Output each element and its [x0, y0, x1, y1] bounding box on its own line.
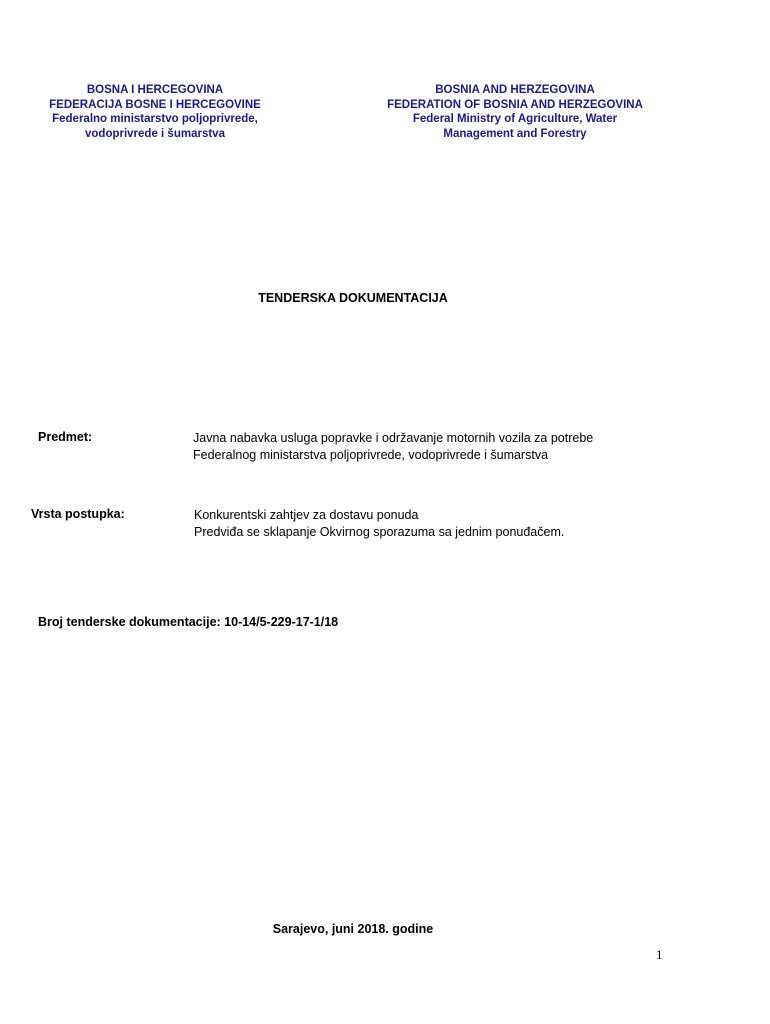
page-number: 1: [656, 947, 663, 962]
header-right-ministry-line1: Federal Ministry of Agriculture, Water: [412, 113, 618, 125]
header-left-ministry-line1: Federalno ministarstvo poljoprivrede,: [52, 113, 258, 125]
document-title: TENDERSKA DOKUMENTACIJA: [258, 291, 448, 305]
tender-number: Broj tenderske dokumentacije: 10-14/5-229-17-1/18: [38, 615, 339, 629]
header-left-country: BOSNA I HERCEGOVINA: [86, 84, 224, 96]
header-right-country: BOSNIA AND HERZEGOVINA: [435, 84, 595, 96]
header-right-ministry-line2: Management and Forestry: [443, 127, 587, 140]
subject-line-1: Javna nabavka usluga popravke i održavanje motornih vozila za potrebe: [193, 431, 594, 445]
procedure-label: Vrsta postupka:: [31, 507, 125, 521]
header-left-ministry-line2: vodoprivrede i šumarstva: [85, 127, 225, 140]
procedure-value: [194, 507, 564, 541]
procedure-line-1: Konkurentski zahtjev za dostavu ponuda: [194, 508, 419, 522]
header-left-block: [20, 83, 290, 141]
subject-label: Predmet:: [38, 430, 93, 444]
header-right-block: [360, 83, 670, 141]
place-date: Sarajevo, juni 2018. godine: [272, 922, 434, 936]
header-left-federation: FEDERACIJA BOSNE I HERCEGOVINE: [49, 98, 261, 111]
procedure-line-2: Predviđa se sklapanje Okvirnog sporazuma sa jednim ponuđačem.: [194, 525, 565, 539]
subject-value: [193, 430, 593, 464]
header-right-federation: FEDERATION OF BOSNIA AND HERZEGOVINA: [387, 98, 643, 111]
subject-line-2: Federalnog ministarstva poljoprivrede, vodoprivrede i šumarstva: [193, 448, 549, 462]
